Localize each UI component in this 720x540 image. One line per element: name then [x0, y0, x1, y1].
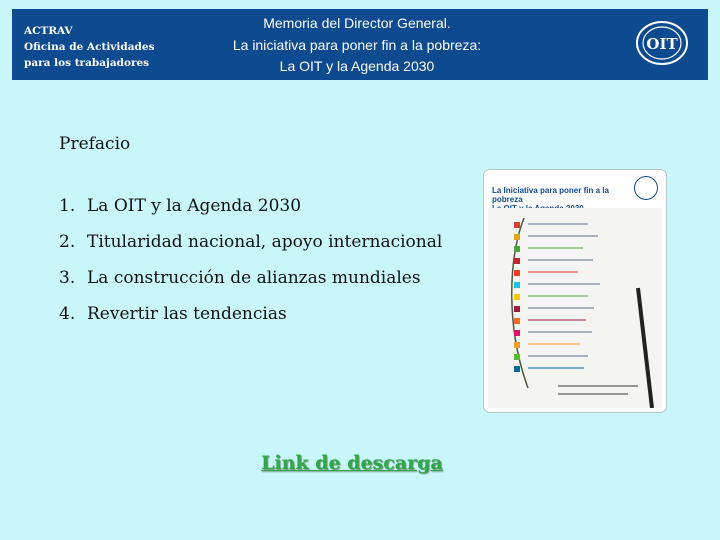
chapter-number: 1.	[59, 196, 76, 216]
org-line: para los trabajadores	[24, 57, 150, 69]
oit-logo-icon	[634, 19, 690, 67]
header-banner	[12, 9, 708, 80]
download-link[interactable]: Link de descarga	[261, 452, 443, 474]
list-item	[59, 296, 442, 332]
chapter-title: Titularidad nacional, apoyo internacional	[87, 232, 443, 252]
cover-title-text: La Iniciativa para poner fin a la pobreza	[492, 186, 609, 204]
chapter-title: La OIT y la Agenda 2030	[87, 196, 302, 216]
chapter-list	[59, 188, 442, 332]
title-line: Memoria del Director General.	[263, 15, 451, 31]
org-name	[24, 23, 154, 71]
chapter-title: Revertir las tendencias	[87, 304, 287, 324]
cover-header	[484, 170, 666, 206]
list-item	[59, 188, 442, 224]
chapter-title: La construcción de alianzas mundiales	[87, 268, 421, 288]
org-line: ACTRAV	[24, 25, 73, 37]
preface-heading: Prefacio	[59, 134, 131, 154]
report-cover-image	[484, 170, 666, 412]
org-line: Oficina de Actividades	[24, 41, 155, 53]
handwritten-notes-illustration	[488, 208, 662, 408]
title-line: La OIT y la Agenda 2030	[279, 58, 435, 74]
title-line: La iniciativa para poner fin a la pobreza:	[232, 36, 482, 53]
logo-text: OIT	[646, 35, 678, 53]
cover-illustration	[488, 208, 662, 408]
chapter-number: 2.	[59, 232, 76, 252]
page-title	[192, 13, 522, 78]
chapter-number: 4.	[59, 304, 76, 324]
chapter-number: 3.	[59, 268, 76, 288]
cover-logo-icon	[634, 176, 658, 200]
list-item	[59, 224, 442, 260]
list-item	[59, 260, 442, 296]
